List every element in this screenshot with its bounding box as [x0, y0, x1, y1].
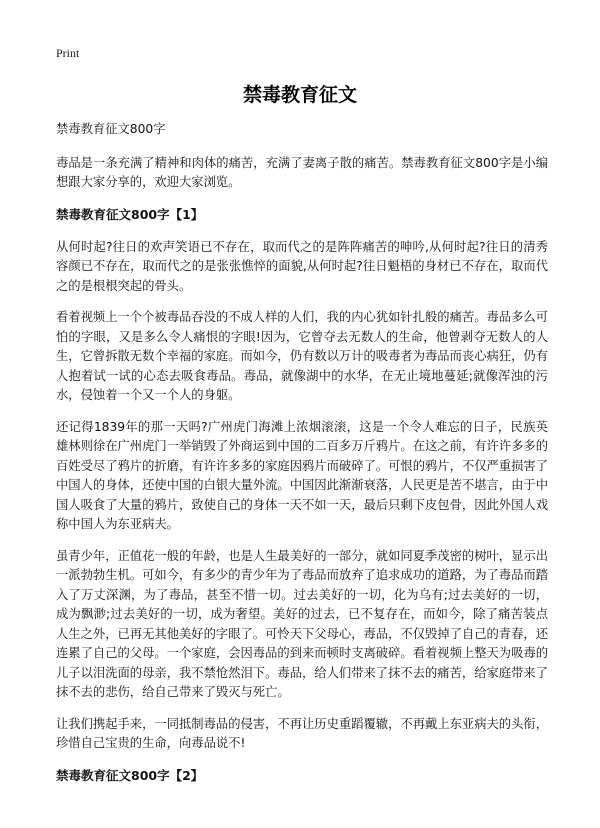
- paragraph: 还记得1839年的那一天吗?广州虎门海滩上浓烟滚滚，这是一个令人难忘的日子，民族英雄林则徐在广州虎门一举销毁了外商运到中国的二百多万斤鸦片。在这之前，有许许多多的百姓受尽了鸦片的折磨，有许许多多的家庭因鸦片而破碎了。可恨的鸦片，不仅严重损害了中国人的身体，还使中国的白银大量外流。中国因此渐渐衰落，人民更是苦不堪言，由于中国人吸食了大量的鸦片，致使自己的身体一天不如一天，最后只剩下皮包骨，因此外国人戏称中国人为东亚病夫。: [56, 419, 548, 531]
- paragraph: 让我们携起手来，一同抵制毒品的侵害，不再让历史重蹈覆辙，不再戴上东亚病夫的头衔，珍惜自己宝贵的生命，向毒品说不!: [56, 716, 548, 750]
- print-label[interactable]: Print: [56, 46, 80, 60]
- paragraph: 虽青少年，正值花一般的年龄，也是人生最美好的一部分，就如同夏季茂密的树叶，显示出一派勃勃生机。可如今，有多少的青少年为了毒品而放弃了追求成功的道路，为了毒品而踏入了万丈深渊，为了毒品，甚至不惜一切。过去美好的一切，化为乌有;过去美好的一切，成为飘渺;过去美好的一切，成为奢望。美好的过去，已不复存在，而如今，除了痛苦装点人生之外，已再无其他美好的字眼了。可怜天下父母心，毒品，不仅毁掉了自己的青春，还连累了自己的父母。一个家庭，会因毒品的到来而顿时支离破碎。看着视频上整天为吸毒的儿子以泪洗面的母亲，我不禁怆然泪下。毒品，给人们带来了抹不去的痛苦，给家庭带来了抹不去的悲伤，给自己带来了毁灭与死亡。: [56, 548, 548, 699]
- paragraph: 看着视频上一个个被毒品吞没的不成人样的人们，我的内心犹如针扎般的痛苦。毒品多么可怕的字眼，又是多么令人痛恨的字眼!因为，它曾夺去无数人的生命，他曾剥夺无数人的人生，它曾拆散无数个幸福的家庭。而如今，仍有数以万计的吸毒者为毒品而丧心病狂，仍有人抱着试一试的心态去吸食毒品。毒品，就像湖中的水华，在无止境地蔓延;就像浑浊的污水，侵蚀着一个又一个人的身躯。: [56, 310, 548, 402]
- document-subtitle: 禁毒教育征文800字: [56, 122, 166, 136]
- paragraph: 从何时起?往日的欢声笑语已不存在，取而代之的是阵阵痛苦的呻吟,从何时起?往日的清秀容颜已不存在，取而代之的是张张憔悴的面貌,从何时起?往日魁梧的身材已不存在，取而代之的是根根突起的骨头。: [56, 239, 548, 293]
- section-heading-2: 禁毒教育征文800字【2】: [56, 767, 204, 783]
- intro-paragraph: 毒品是一条充满了精神和肉体的痛苦，充满了妻离子散的痛苦。禁毒教育征文800字是小编想跟大家分享的，欢迎大家浏览。: [56, 155, 548, 189]
- section-heading-1: 禁毒教育征文800字【1】: [56, 206, 204, 222]
- document-body: [56, 120, 548, 799]
- page-title: 禁毒教育征文: [242, 84, 357, 106]
